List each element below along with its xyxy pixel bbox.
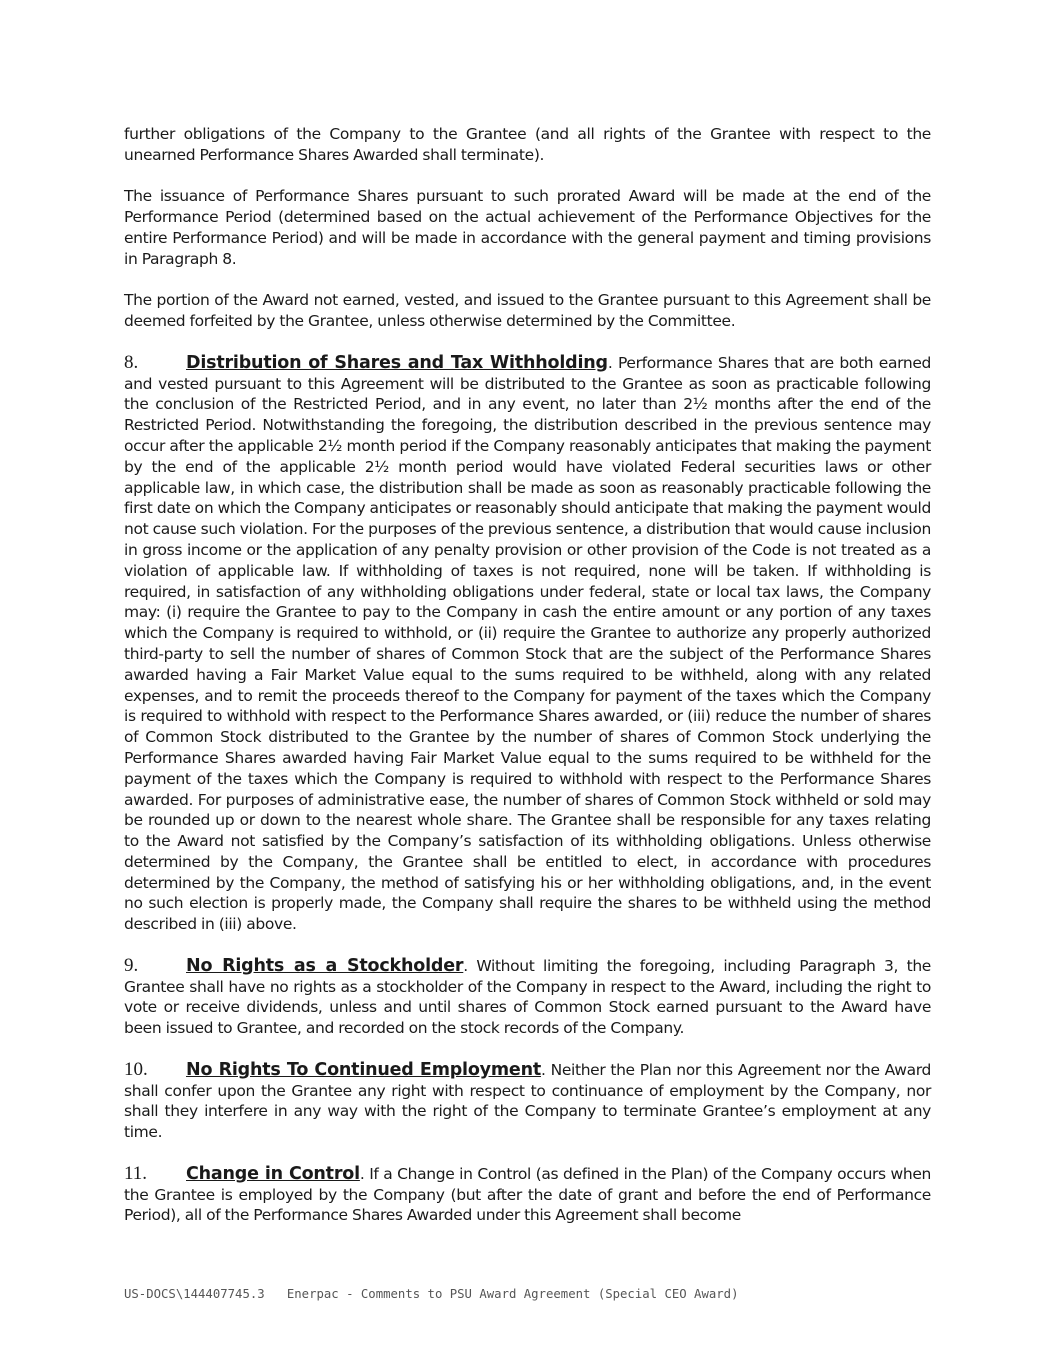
section-heading: Distribution of Shares and Tax Withholding xyxy=(186,352,608,373)
section-body: . Neither the Plan nor this Agreement nor the Award shall confer upon the Grantee any right with respect to continuance of employment by the Company, nor shall they interfere in any way with the right of the Company to terminate Grantee’s employment at any time. xyxy=(124,1060,931,1142)
paragraph-continuation: further obligations of the Company to the Grantee (and all rights of the Grantee with respect to the unearned Performance Shares Awarded shall terminate). xyxy=(124,125,931,164)
section-body: . Performance Shares that are both earned and vested pursuant to this Agreement will be distributed to the Grantee as soon as practicable following the conclusion of the Restricted Period, and in any event, no later than 2½ months after the end of the Restricted Period. Notwithstanding the foregoing, the distribution described in the previous sentence may occur after the applicable 2½ month period if the Company reasonably anticipates that making the payment by the end of the applicable 2½ month period would have violated Federal securities laws or other applicable law, in which case, the distribution shall be made as soon as reasonably practicable following the first date on which the Company anticipates or reasonably should anticipate that making the payment would not cause such violation. For the purposes of the previous sentence, a distribution that would cause inclusion in gross income or the application of any penalty provision or other provision of the Code is not treated as a violation of applicable law. If withholding of taxes is not required, none will be taken. If withholding is required, in satisfaction of any withholding obligations under federal, state or local tax laws, the Company may: (i) require the Grantee to pay to the Company in cash the entire amount or any portion of any taxes which the Company is required to withhold, or (ii) require the Grantee to authorize any properly authorized third-party to sell the number of shares of Common Stock that are the subject of the Performance Shares awarded having a Fair Market Value equal to the sums required to be withheld, along with any related expenses, and to remit the proceeds thereof to the Company for payment of the taxes which the Company is required to withhold with respect to the Performance Shares awarded, or (iii) reduce the number of shares of Common Stock distributed to the Grantee by the number of shares of Common Stock underlying the Performance Shares awarded having Fair Market Value equal to the sums required to be withheld for the payment of the taxes which the Company is required to withhold with respect to the Performance Shares awarded. For purposes of administrative ease, the number of shares of Common Stock withheld or sold may be rounded up or down to the nearest whole share. The Grantee shall be responsible for any taxes relating to the Award not satisfied by the Company’s satisfaction of its withholding obligations. Unless otherwise determined by the Company, the Grantee shall be entitled to elect, in accordance with procedures determined by the Company, the method of satisfying his or her withholding obligations, and, in the event no such election is properly made, the Company shall require the shares to be withheld using the method described in (iii) above. xyxy=(124,353,931,934)
section-heading: No Rights To Continued Employment xyxy=(186,1059,542,1080)
paragraph-forfeiture: The portion of the Award not earned, vested, and issued to the Grantee pursuant to this Agreement shall be deemed forfeited by the Grantee, unless otherwise determined by the Committee. xyxy=(124,291,931,331)
section-body: . Without limiting the foregoing, including Paragraph 3, the Grantee shall have no rights as a stockholder of the Company in respect to the Award, including the right to vote or receive dividends, unless and until shares of Common Stock earned pursuant to the Award have been issued to Grantee, and recorded on the stock records of the Company. xyxy=(124,956,931,1038)
section-9 xyxy=(124,956,931,1039)
document-footer: US-DOCS\144407745.3 Enerpac - Comments to PSU Award Agreement (Special CEO Award) xyxy=(124,1287,739,1301)
section-number: 9. xyxy=(124,954,139,976)
paragraph-issuance: The issuance of Performance Shares pursuant to such prorated Award will be made at the end of the Performance Period (determined based on the actual achievement of the Performance Objectives for the entire Performance Period) and will be made in accordance with the general payment and timing provisions in Paragraph 8. xyxy=(124,187,931,268)
section-heading: Change in Control xyxy=(186,1163,360,1184)
section-8 xyxy=(124,353,931,935)
section-heading: No Rights as a Stockholder xyxy=(186,955,464,976)
section-number: 8. xyxy=(124,351,139,373)
section-number: 10. xyxy=(124,1058,148,1080)
section-10 xyxy=(124,1060,931,1143)
section-number: 11. xyxy=(124,1162,148,1184)
section-11 xyxy=(124,1164,931,1226)
document-page xyxy=(124,124,931,1247)
section-body: . If a Change in Control (as defined in the Plan) of the Company occurs when the Grantee is employed by the Company (but after the date of grant and before the end of Performance Period), all of the Performance Shares Awarded under this Agreement shall become xyxy=(124,1164,931,1225)
